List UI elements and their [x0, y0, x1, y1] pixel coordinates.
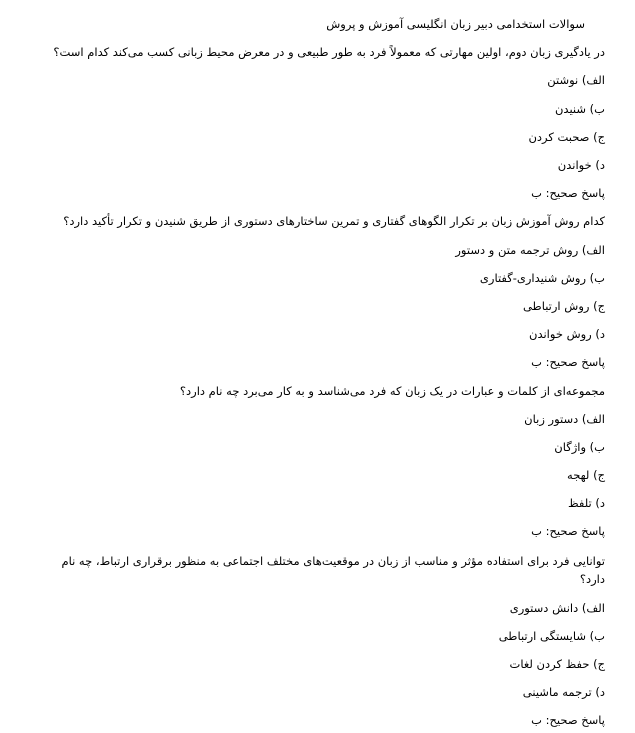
question-3-text: مجموعه‌ای از کلمات و عبارات در یک زبان که فرد می‌شناسد و به کار می‌برد چه نام دارد؟: [179, 384, 605, 398]
question-2-answer: پاسخ صحیح: ب: [531, 355, 605, 369]
question-3-option-c: ج) لهجه: [567, 468, 605, 482]
question-2-option-b: ب) روش شنیداری-گفتاری: [479, 271, 605, 285]
page-title: سوالات استخدامی دبیر زبان انگلیسی آموزش و پروش: [326, 17, 585, 31]
question-4-text-line1: توانایی فرد برای استفاده مؤثر و مناسب از زبان در موقعیت‌های مختلف اجتماعی به منظور برقراری ارتباط، چه نام: [61, 554, 605, 568]
question-2-option-a: الف) روش ترجمه متن و دستور: [455, 243, 605, 257]
question-1-option-d: د) خواندن: [557, 158, 605, 172]
question-4-text-line2: دارد؟: [579, 572, 605, 586]
question-3-option-a: الف) دستور زبان: [524, 412, 605, 426]
question-1-option-b: ب) شنیدن: [554, 102, 605, 116]
question-4-option-a: الف) دانش دستوری: [509, 601, 605, 615]
question-1-text: در یادگیری زبان دوم، اولین مهارتی که معمولاً فرد به طور طبیعی و در معرض محیط زبانی کسب می‌کند کدام است؟: [53, 45, 605, 59]
question-1-option-c: ج) صحبت کردن: [528, 130, 605, 144]
question-1-option-a: الف) نوشتن: [547, 73, 605, 87]
question-4-option-b: ب) شایستگی ارتباطی: [498, 629, 605, 643]
question-4-answer: پاسخ صحیح: ب: [531, 713, 605, 727]
question-2-option-c: ج) روش ارتباطی: [522, 299, 605, 313]
question-4-option-c: ج) حفظ کردن لغات: [509, 657, 605, 671]
question-3-option-d: د) تلفظ: [567, 496, 605, 510]
question-1-answer: پاسخ صحیح: ب: [531, 186, 605, 200]
question-2-option-d: د) روش خواندن: [529, 327, 605, 341]
question-3-option-b: ب) واژگان: [554, 440, 605, 454]
question-4-option-d: د) ترجمه ماشینی: [522, 685, 605, 699]
question-3-answer: پاسخ صحیح: ب: [531, 524, 605, 538]
question-2-text: کدام روش آموزش زبان بر تکرار الگوهای گفتاری و تمرین ساختارهای دستوری از طریق شنیدن و تکرار تأکید دارد؟: [63, 214, 605, 228]
